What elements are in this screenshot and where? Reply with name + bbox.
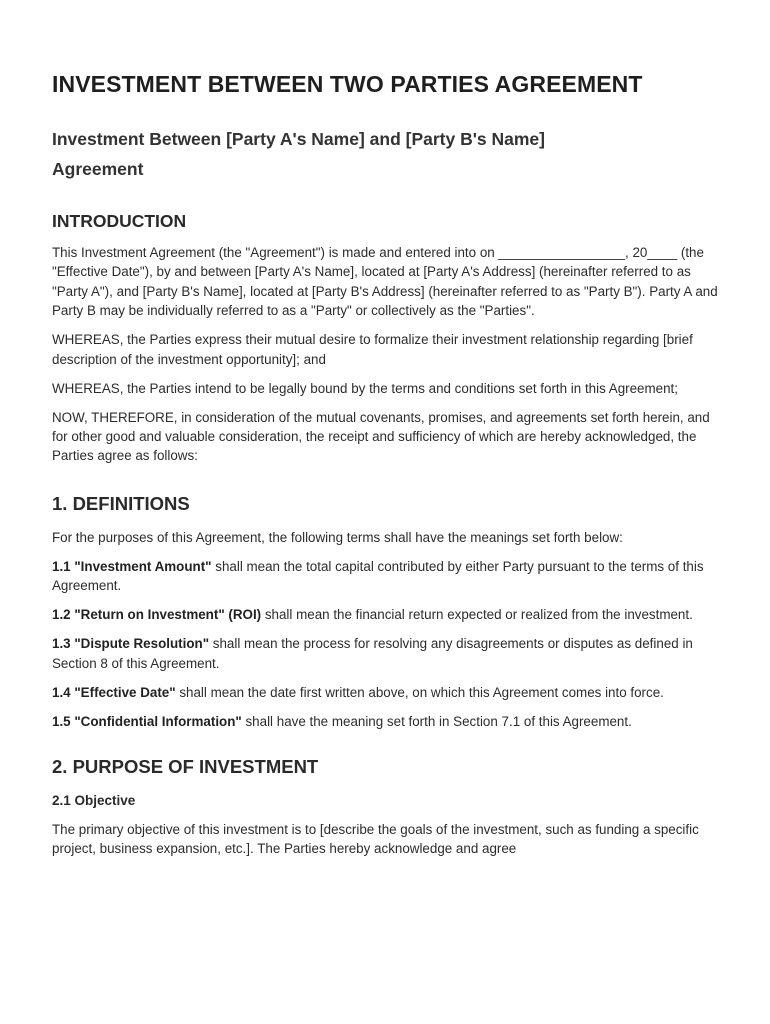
definition-text: shall mean the total capital contributed by either Party pursuant to the terms of this Agreement. — [52, 558, 704, 594]
definition-term: 1.5 "Confidential Information" — [52, 713, 242, 729]
document-title: INVESTMENT BETWEEN TWO PARTIES AGREEMENT — [52, 71, 643, 97]
definition-text: shall mean the date first written above, on which this Agreement comes into force. — [175, 684, 664, 700]
definition-text: shall have the meaning set forth in Section 7.1 of this Agreement. — [241, 713, 632, 729]
document-subtitle — [52, 124, 722, 184]
definition-item — [52, 683, 722, 702]
definitions-intro: For the purposes of this Agreement, the following terms shall have the meanings set forth below: — [52, 529, 623, 545]
whereas-paragraph-1: WHEREAS, the Parties express their mutual desire to formalize their investment relationship regarding [brief description of the investment opportunity]; and — [52, 332, 693, 367]
definition-term: 1.1 "Investment Amount" — [52, 558, 212, 574]
definition-term: 1.2 "Return on Investment" (ROI) — [52, 607, 262, 623]
purpose-heading: 2. PURPOSE OF INVESTMENT — [52, 756, 319, 778]
subtitle-line-1: Investment Between [Party A's Name] and [Party B's Name] — [52, 129, 545, 149]
definition-item — [52, 557, 722, 596]
definition-item — [52, 712, 722, 731]
intro-paragraph: This Investment Agreement (the "Agreement") is made and entered into on _________________, 20____ (the "Effective Date"), by and between [Party A's Name], located at [Party A's Address] (hereinafter referred to as "Party A"), and [Party B's Name], located at [Party B's Address] (hereinafter referred to as "Party B"). Party A and Party B may be individually referred to as a "Party" or collectively as the "Parties". — [52, 245, 718, 319]
definition-item — [52, 634, 722, 673]
objective-paragraph: The primary objective of this investment is to [describe the goals of the investment, such as funding a specific project, business expansion, etc.]. The Parties hereby acknowledge and agree — [52, 822, 699, 857]
definition-text: shall mean the financial return expected or realized from the investment. — [261, 607, 693, 623]
definition-term: 1.3 "Dispute Resolution" — [52, 636, 210, 652]
definition-item — [52, 605, 722, 624]
now-therefore-paragraph: NOW, THEREFORE, in consideration of the mutual covenants, promises, and agreements set forth herein, and for other good and valuable consideration, the receipt and sufficiency of which are hereby acknowledged, the Parties agree as follows: — [52, 409, 710, 464]
definition-text: shall mean the process for resolving any disagreements or disputes as defined in Section 8 of this Agreement. — [52, 636, 693, 671]
definition-term: 1.4 "Effective Date" — [52, 684, 176, 700]
objective-subheading: 2.1 Objective — [52, 793, 136, 809]
definitions-heading: 1. DEFINITIONS — [52, 492, 190, 514]
whereas-paragraph-2: WHEREAS, the Parties intend to be legally bound by the terms and conditions set forth in this Agreement; — [52, 380, 678, 396]
subtitle-line-2: Agreement — [52, 159, 144, 179]
introduction-heading: INTRODUCTION — [52, 211, 187, 231]
document-page — [52, 68, 722, 868]
